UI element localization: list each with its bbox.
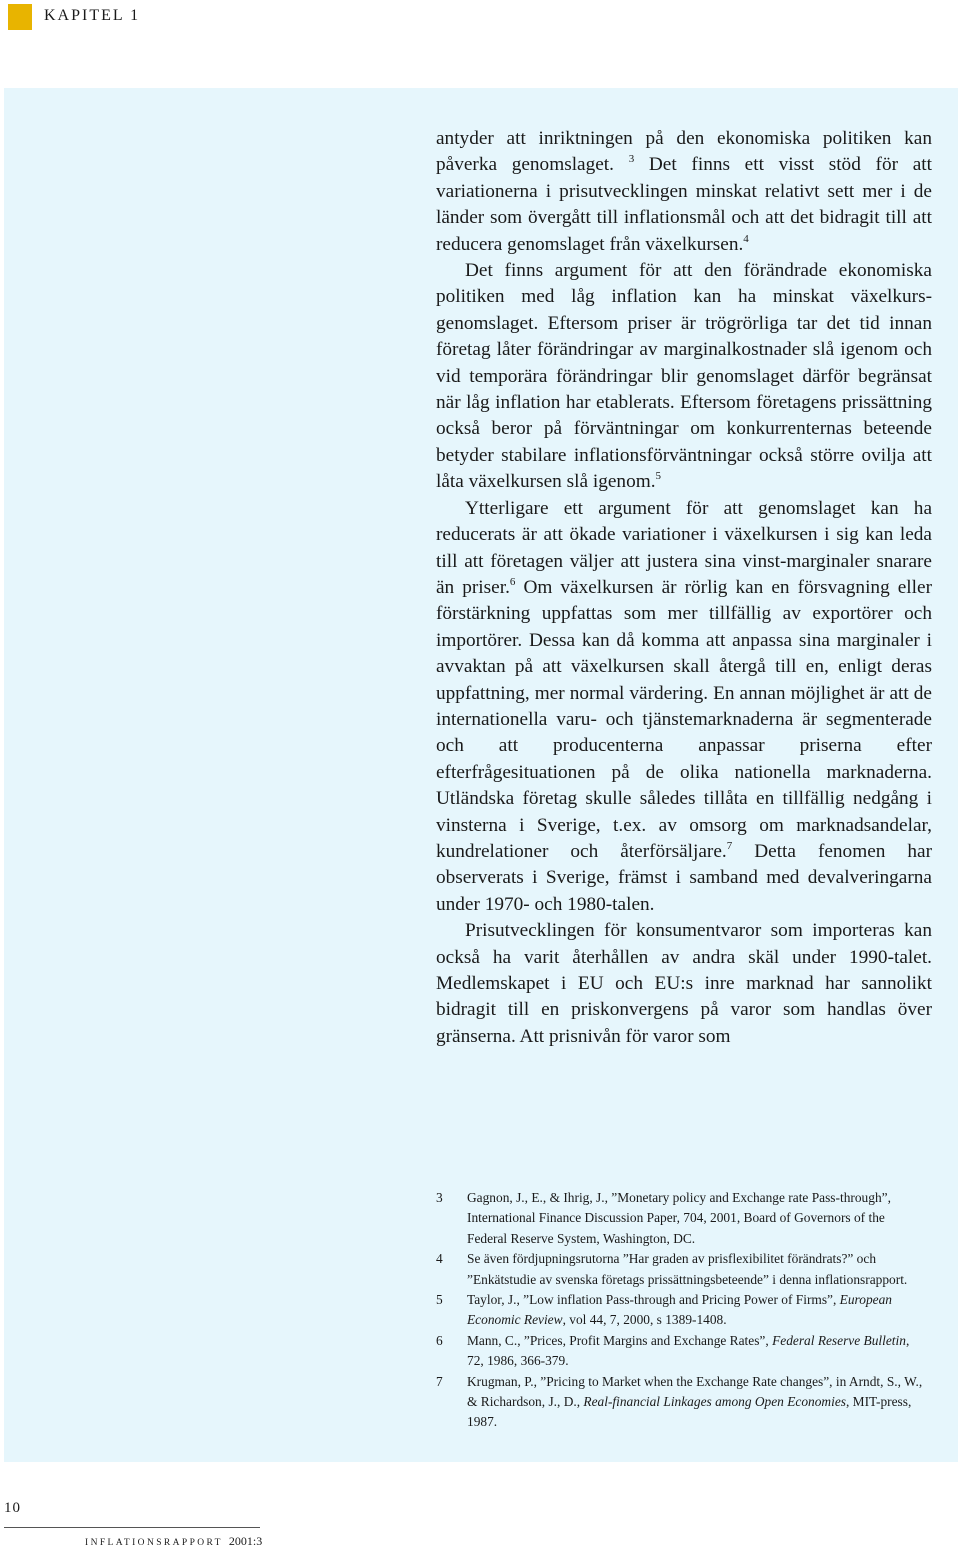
footnote-number: 4 [436, 1251, 443, 1267]
footnote-number: 3 [436, 1190, 443, 1205]
paragraph-2: Det finns argument för att den förändrade ekonomiska politiken med låg inflation kan ha minskat växelkurs-genomslaget. Eftersom priser är trögrörliga tar det tid innan företag låter förändringar av marginalkostnader slå igenom och vid temporära förändringar blir genomslaget därför begränsat när låg inflation har etablerats. Eftersom företagens prissättning också beror på förväntningar om konkurrenternas beteende betyder stabilare inflationsförväntningar också större ovilja att låta växelkursen slå igenom.$^5$ [436, 260, 932, 493]
footnote-number: 5 [436, 1292, 443, 1308]
paragraph-4: Prisutvecklingen för konsumentvaror som importeras kan också ha varit återhållen av andra skäl under 1990-talet. Medlemskapet i EU och EU:s inre marknad har sannolikt bidragit till en priskonvergens på varor som handlas över gränserna. Att prisnivån för varor som [436, 920, 932, 1047]
page-number: 10 [4, 1500, 21, 1516]
issue-number: 2001:3 [228, 1534, 263, 1548]
footnote-ref-3[interactable]: 3 [628, 153, 635, 166]
footnote-ref-6[interactable]: 6 [509, 575, 516, 588]
footnote-ref-5[interactable]: 5 [655, 470, 662, 483]
footnote-ref-7[interactable]: 7 [726, 839, 733, 852]
footnote-3: 3 Gagnon, J., E., & Ihrig, J., ”Monetary policy and Exchange rate Pass-through”, International Finance Discussion Paper, 704, 2001, Board of Governors of the Federal Reserve System, Washington, DC. [436, 1190, 891, 1246]
footnote-5: 5 Taylor, J., ”Low inflation Pass-through and Pricing Power of Firms”, European Economic Review, vol 44, 7, 2000, s 1389-1408. [436, 1292, 892, 1328]
footnote-6: 6 Mann, C., ”Prices, Profit Margins and Exchange Rates”, Federal Reserve Bulletin, 72, 1986, 366-379. [436, 1332, 910, 1369]
footnote-number: 6 [436, 1332, 443, 1348]
footnotes [436, 1188, 926, 1433]
footnote-7: 7 Krugman, P., ”Pricing to Market when the Exchange Rate changes”, in Arndt, S., W., & Richardson, J., D., Real-financial Linkages among Open Economies, MIT-press, 1987. [436, 1373, 923, 1430]
chapter-marker [8, 4, 32, 30]
chapter-title: KAPITEL 1 [44, 7, 141, 24]
footnote-4: 4 Se även fördjupningsrutorna ”Har graden av prisflexibilitet förändrats?” och ”Enkätstudie av svenska företags prissättningsbeteende” i denna inflationsrapport. [436, 1251, 908, 1287]
footer-divider [4, 1527, 260, 1528]
publication-name: INFLATIONSRAPPORT [85, 1538, 223, 1548]
page-header [0, 0, 960, 36]
footnote-ref-4[interactable]: 4 [743, 232, 749, 245]
body-text [436, 126, 932, 1050]
footer [85, 1534, 262, 1549]
paragraph-1: antyder att inriktningen på den ekonomiska politiken kan påverka genomslaget. $^3$ Det finns ett visst stöd för att variationerna i prisutvecklingen minskat relativt sett mer i de länder som övergått till inflationsmål och att det bidragit till att reducera genomslaget från växelkursen.$^4$ [436, 128, 932, 255]
footnote-number: 7 [436, 1373, 443, 1389]
paragraph-3: Ytterligare ett argument för att genomslaget kan ha reducerats är att ökade variationer i växelkursen i sig kan leda till att företagen väljer att justera sina vinst-marginaler snarare än priser.$^6$ Om växelkursen är rörlig kan en försvagning eller förstärkning uppfattas som mer tillfällig av exportörer och importörer. Dessa kan då komma att anpassa sina marginaler i avvaktan på att växelkursen skall återgå till en, enligt deras uppfattning, mer normal värdering. En annan möjlighet är att de internationella varu- och tjänstemarknaderna är segmenterade och att producenterna anpassar priserna efter efterfrågesituationen på de olika nationella marknaderna. Utländska företag skulle således tillåta en tillfällig nedgång i vinsterna i Sverige, t.ex. av omsorg om marknadsandelar, kundrelationer och återförsäljare.$^7$ Detta fenomen har observerats i Sverige, främst i samband med devalveringarna under 1970- och 1980-talen. [436, 497, 932, 915]
